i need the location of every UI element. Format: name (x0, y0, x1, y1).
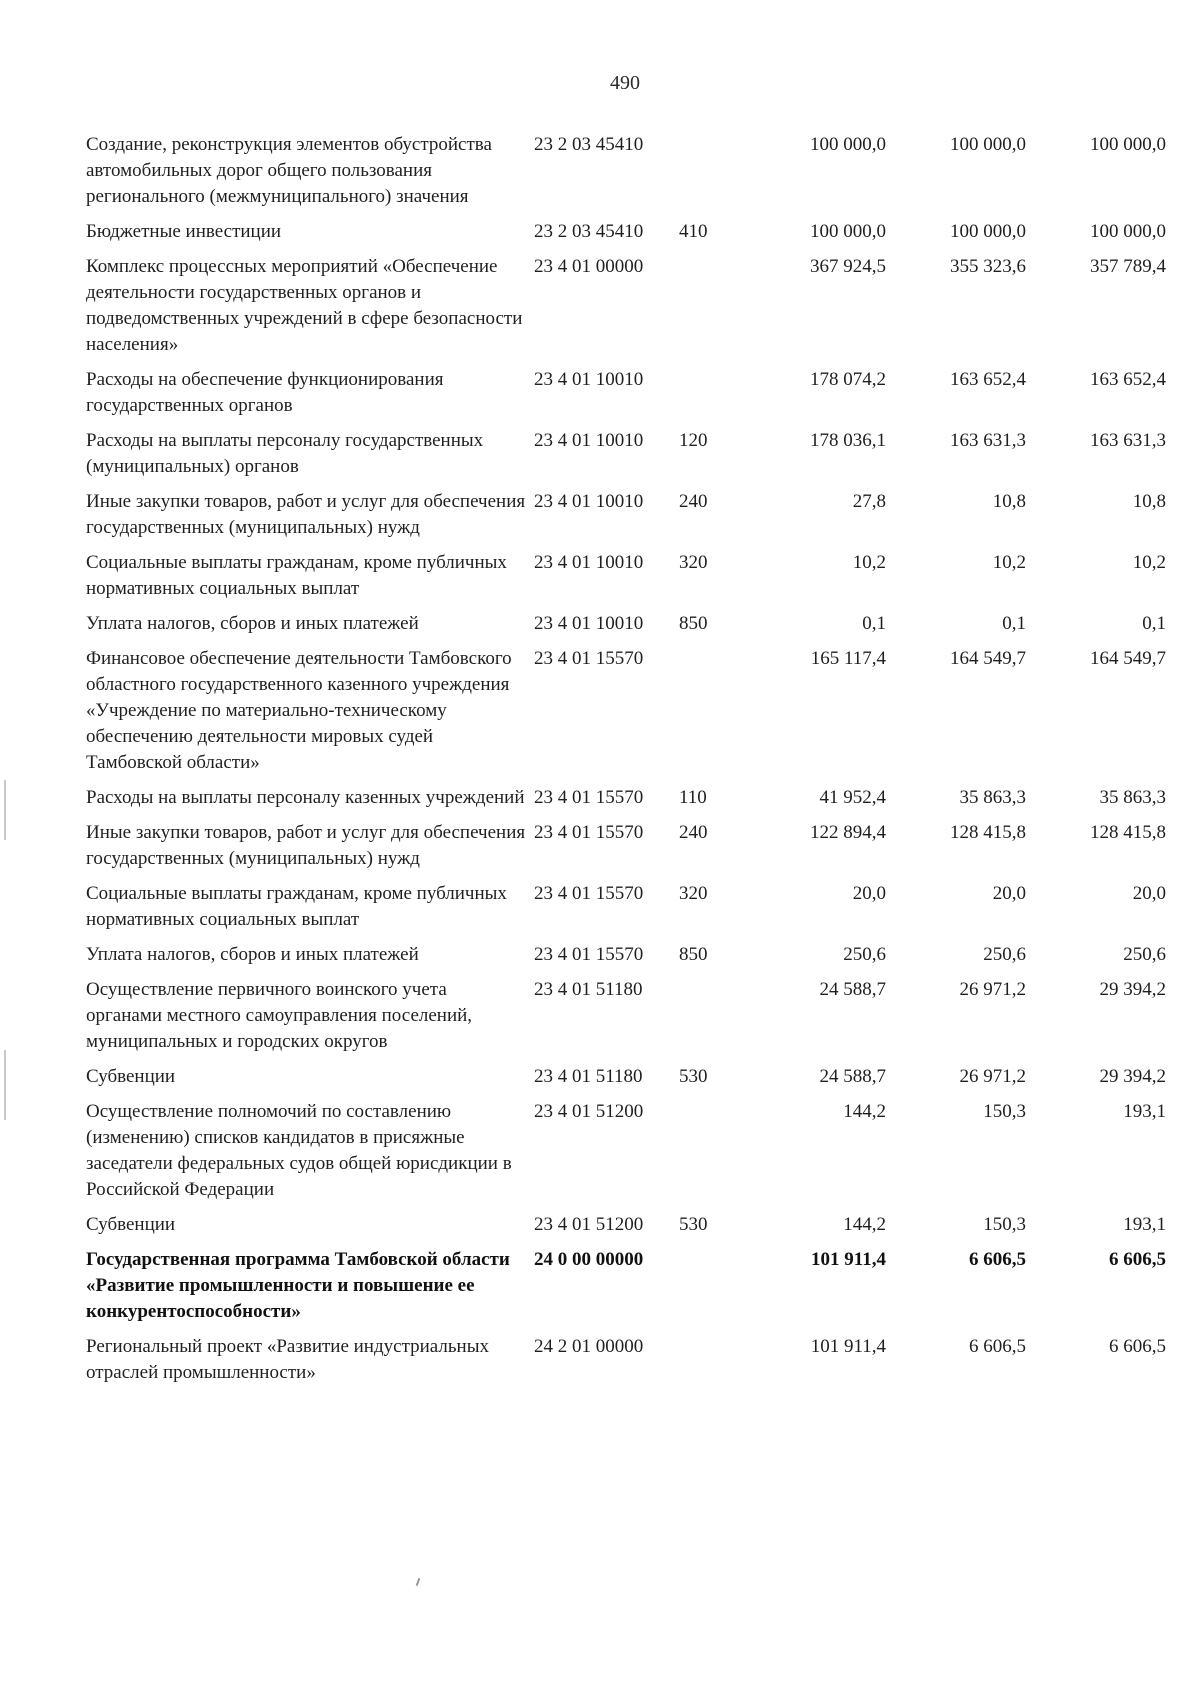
row-code: 23 4 01 10010 (534, 369, 644, 390)
table-row (86, 219, 1166, 245)
row-name: Финансовое обеспечение деятельности Тамбовского областного государственного казенного учреждения «Учреждение по материально-техническому обеспечению деятельности мировых судей Тамбовской области» (86, 648, 512, 773)
row-value-2: 6 606,5 (969, 1336, 1026, 1357)
row-expense-kind: 320 (679, 883, 708, 904)
table-row (86, 785, 1166, 811)
row-code: 23 4 01 51180 (534, 979, 643, 1000)
row-value-1: 101 911,4 (810, 1336, 886, 1357)
row-code: 24 2 01 00000 (534, 1336, 644, 1357)
table-row (86, 428, 1166, 480)
row-code: 23 4 01 15570 (534, 787, 644, 808)
row-name: Бюджетные инвестиции (86, 221, 282, 242)
row-value-2: 20,0 (992, 883, 1026, 904)
row-value-1: 100 000,0 (810, 221, 886, 242)
row-code: 23 4 01 00000 (534, 256, 644, 277)
row-name: Субвенции (86, 1066, 176, 1087)
row-expense-kind: 240 (679, 822, 708, 843)
row-value-1: 20,0 (852, 883, 886, 904)
row-value-2: 35 863,3 (959, 787, 1026, 808)
row-value-1: 250,6 (843, 944, 886, 965)
row-value-2: 6 606,5 (969, 1249, 1026, 1270)
row-value-3: 6 606,5 (1109, 1249, 1166, 1270)
row-expense-kind: 240 (679, 491, 708, 512)
row-value-3: 128 415,8 (1090, 822, 1166, 843)
row-expense-kind: 320 (679, 552, 708, 573)
row-value-1: 178 074,2 (810, 369, 886, 390)
row-value-3: 20,0 (1132, 883, 1166, 904)
row-value-3: 0,1 (1142, 613, 1166, 634)
row-value-2: 100 000,0 (950, 134, 1026, 155)
row-name: Субвенции (86, 1214, 176, 1235)
row-value-1: 144,2 (843, 1101, 886, 1122)
table-row (86, 881, 1166, 933)
row-value-1: 165 117,4 (810, 648, 886, 669)
row-value-1: 10,2 (852, 552, 886, 573)
row-code: 23 2 03 45410 (534, 221, 644, 242)
row-code: 23 4 01 10010 (534, 613, 644, 634)
row-value-3: 250,6 (1123, 944, 1166, 965)
table-row (86, 1247, 1166, 1325)
row-value-2: 10,2 (992, 552, 1026, 573)
row-name: Иные закупки товаров, работ и услуг для обеспечения государственных (муниципальных) нужд (86, 822, 526, 869)
row-name: Расходы на обеспечение функционирования государственных органов (86, 369, 444, 416)
page-number: 490 (610, 72, 640, 94)
row-code: 23 4 01 10010 (534, 430, 644, 451)
row-name: Региональный проект «Развитие индустриальных отраслей промышленности» (86, 1336, 489, 1383)
row-value-2: 100 000,0 (950, 221, 1026, 242)
row-name: Осуществление полномочий по составлению (изменению) списков кандидатов в присяжные заседатели федеральных судов общей юрисдикции в Российской Федерации (86, 1101, 512, 1200)
scan-edge-mark (4, 780, 6, 840)
row-name: Создание, реконструкция элементов обустройства автомобильных дорог общего пользования регионального (межмуниципального) значения (86, 134, 492, 207)
row-expense-kind: 110 (679, 787, 707, 808)
row-value-3: 100 000,0 (1090, 134, 1166, 155)
table-row (86, 1064, 1166, 1090)
row-code: 23 4 01 51180 (534, 1066, 643, 1087)
row-value-3: 29 394,2 (1099, 979, 1166, 1000)
row-value-3: 6 606,5 (1109, 1336, 1166, 1357)
row-code: 24 0 00 00000 (534, 1249, 644, 1270)
row-value-3: 100 000,0 (1090, 221, 1166, 242)
row-value-3: 193,1 (1123, 1101, 1166, 1122)
row-expense-kind: 850 (679, 613, 708, 634)
budget-table (86, 132, 1166, 1395)
row-code: 23 4 01 10010 (534, 552, 644, 573)
row-value-2: 26 971,2 (959, 979, 1026, 1000)
row-name: Иные закупки товаров, работ и услуг для обеспечения государственных (муниципальных) нужд (86, 491, 526, 538)
row-name: Социальные выплаты гражданам, кроме публичных нормативных социальных выплат (86, 552, 507, 599)
scan-stray-mark (416, 1578, 421, 1586)
row-value-2: 128 415,8 (950, 822, 1026, 843)
row-name: Комплекс процессных мероприятий «Обеспечение деятельности государственных органов и подведомственных учреждений в сфере безопасности населения» (86, 256, 523, 355)
table-row (86, 646, 1166, 776)
row-value-2: 26 971,2 (959, 1066, 1026, 1087)
table-row (86, 489, 1166, 541)
row-expense-kind: 530 (679, 1214, 708, 1235)
row-value-3: 164 549,7 (1090, 648, 1166, 669)
row-value-3: 163 631,3 (1090, 430, 1166, 451)
row-code: 23 4 01 15570 (534, 883, 644, 904)
row-name: Расходы на выплаты персоналу государственных (муниципальных) органов (86, 430, 484, 477)
row-value-3: 35 863,3 (1099, 787, 1166, 808)
row-value-1: 41 952,4 (819, 787, 886, 808)
row-expense-kind: 530 (679, 1066, 708, 1087)
scan-edge-mark (4, 1050, 6, 1120)
table-row (86, 367, 1166, 419)
row-name: Расходы на выплаты персоналу казенных учреждений (86, 787, 525, 808)
row-code: 23 4 01 51200 (534, 1101, 644, 1122)
row-value-1: 122 894,4 (810, 822, 886, 843)
row-value-3: 357 789,4 (1090, 256, 1166, 277)
row-code: 23 4 01 10010 (534, 491, 644, 512)
row-value-3: 193,1 (1123, 1214, 1166, 1235)
table-row (86, 1099, 1166, 1203)
row-code: 23 2 03 45410 (534, 134, 644, 155)
row-value-1: 367 924,5 (810, 256, 886, 277)
row-code: 23 4 01 15570 (534, 944, 644, 965)
row-value-2: 10,8 (992, 491, 1026, 512)
row-value-1: 100 000,0 (810, 134, 886, 155)
row-value-1: 24 588,7 (819, 1066, 886, 1087)
table-row (86, 977, 1166, 1055)
row-value-2: 164 549,7 (950, 648, 1026, 669)
row-name: Уплата налогов, сборов и иных платежей (86, 944, 419, 965)
row-value-3: 10,8 (1132, 491, 1166, 512)
row-value-2: 355 323,6 (950, 256, 1026, 277)
row-value-2: 0,1 (1002, 613, 1026, 634)
table-row (86, 254, 1166, 358)
row-name: Социальные выплаты гражданам, кроме публичных нормативных социальных выплат (86, 883, 507, 930)
row-value-2: 250,6 (983, 944, 1026, 965)
row-value-3: 29 394,2 (1099, 1066, 1166, 1087)
row-name: Осуществление первичного воинского учета органами местного самоуправления поселений, муниципальных и городских округов (86, 979, 473, 1052)
row-value-1: 0,1 (862, 613, 886, 634)
row-value-3: 163 652,4 (1090, 369, 1166, 390)
table-row (86, 1334, 1166, 1386)
table-row (86, 1212, 1166, 1238)
table-row (86, 611, 1166, 637)
row-value-1: 178 036,1 (810, 430, 886, 451)
row-value-2: 150,3 (983, 1214, 1026, 1235)
table-row (86, 942, 1166, 968)
row-value-1: 101 911,4 (811, 1249, 886, 1270)
row-value-1: 24 588,7 (819, 979, 886, 1000)
row-value-1: 27,8 (852, 491, 886, 512)
row-value-3: 10,2 (1132, 552, 1166, 573)
row-value-2: 163 652,4 (950, 369, 1026, 390)
row-expense-kind: 850 (679, 944, 708, 965)
row-expense-kind: 120 (679, 430, 708, 451)
row-code: 23 4 01 15570 (534, 822, 644, 843)
row-code: 23 4 01 15570 (534, 648, 644, 669)
row-name: Уплата налогов, сборов и иных платежей (86, 613, 419, 634)
table-row (86, 550, 1166, 602)
row-expense-kind: 410 (679, 221, 708, 242)
row-value-1: 144,2 (843, 1214, 886, 1235)
row-name: Государственная программа Тамбовской области «Развитие промышленности и повышение ее конкурентоспособности» (86, 1249, 510, 1322)
table-row (86, 132, 1166, 210)
row-code: 23 4 01 51200 (534, 1214, 644, 1235)
row-value-2: 150,3 (983, 1101, 1026, 1122)
table-row (86, 820, 1166, 872)
row-value-2: 163 631,3 (950, 430, 1026, 451)
